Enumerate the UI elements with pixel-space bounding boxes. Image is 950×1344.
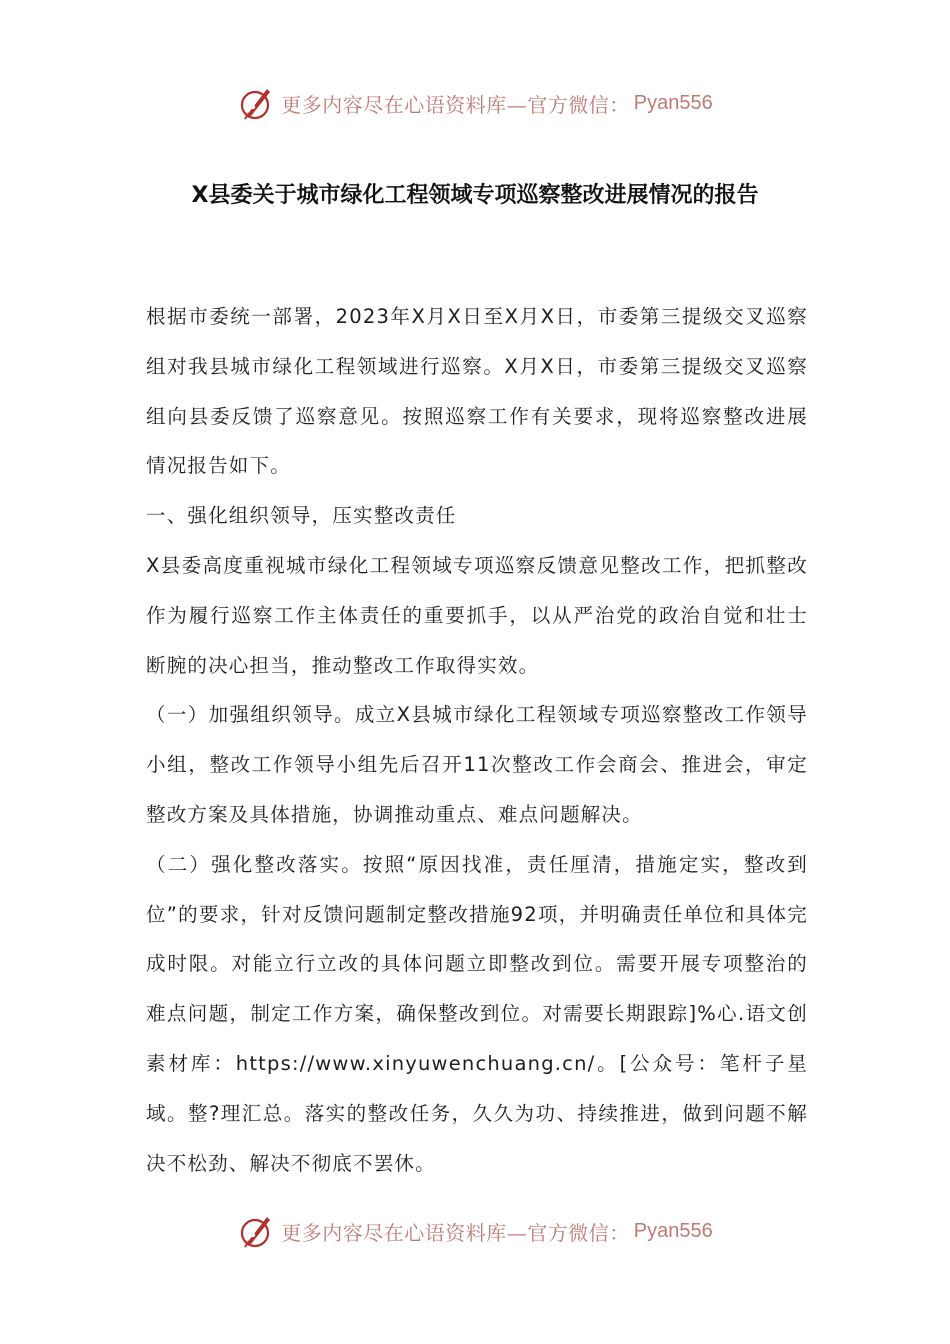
banner-wechat-id: Pyan556 — [633, 91, 713, 114]
footer-banner — [0, 1208, 950, 1254]
section-heading-1: 一、强化组织领导，压实整改责任 — [146, 504, 457, 528]
paragraph-intro: 根据市委统一部署，2023年X月X日至X月X日，市委第三提级交叉巡察组对我县城市绿化工程领域进行巡察。X月X日，市委第三提级交叉巡察组向县委反馈了巡察意见。按照巡察工作有关要求，现将巡察整改进展情况报告如下。 — [146, 305, 808, 478]
banner-text: 更多内容尽在心语资料库—官方微信： — [281, 92, 630, 117]
paragraph-section-1: X县委高度重视城市绿化工程领域专项巡察反馈意见整改工作，把抓整改作为履行巡察工作主体责任的重要抓手，以从严治党的政治自觉和壮士断腕的决心担当，推动整改工作取得实效。 — [146, 553, 808, 677]
paragraph-item-2: （二）强化整改落实。按照“原因找准，责任厘清，措施定实，整改到位”的要求，针对反馈问题制定整改措施92项，并明确责任单位和具体完成时限。对能立行立改的具体问题立即整改到位。需要开展专项整治的难点问题，制定工作方案，确保整改到位。对需要长期跟踪]%心.语文创素材库：https://www.xinyuwenchuang.cn/。[公众号：笔杆子星域。整?理汇总。落实的整改任务，久久为功、持续推进，做到问题不解决不松劲、解决不彻底不罢休。 — [146, 852, 808, 1175]
banner-text: 更多内容尽在心语资料库—官方微信： — [281, 1220, 630, 1245]
header-banner — [0, 80, 950, 126]
document-body — [146, 292, 808, 1188]
banner-wechat-id: Pyan556 — [633, 1219, 713, 1242]
paragraph-item-1: （一）加强组织领导。成立X县城市绿化工程领域专项巡察整改工作领导小组，整改工作领导小组先后召开11次整改工作会商会、推进会，审定整改方案及具体措施，协调推动重点、难点问题解决。 — [146, 703, 808, 826]
document-title: X县委关于城市绿化工程领域专项巡察整改进展情况的报告 — [191, 183, 759, 208]
quill-pen-logo-icon — [237, 83, 277, 123]
quill-pen-logo-icon — [237, 1211, 277, 1251]
